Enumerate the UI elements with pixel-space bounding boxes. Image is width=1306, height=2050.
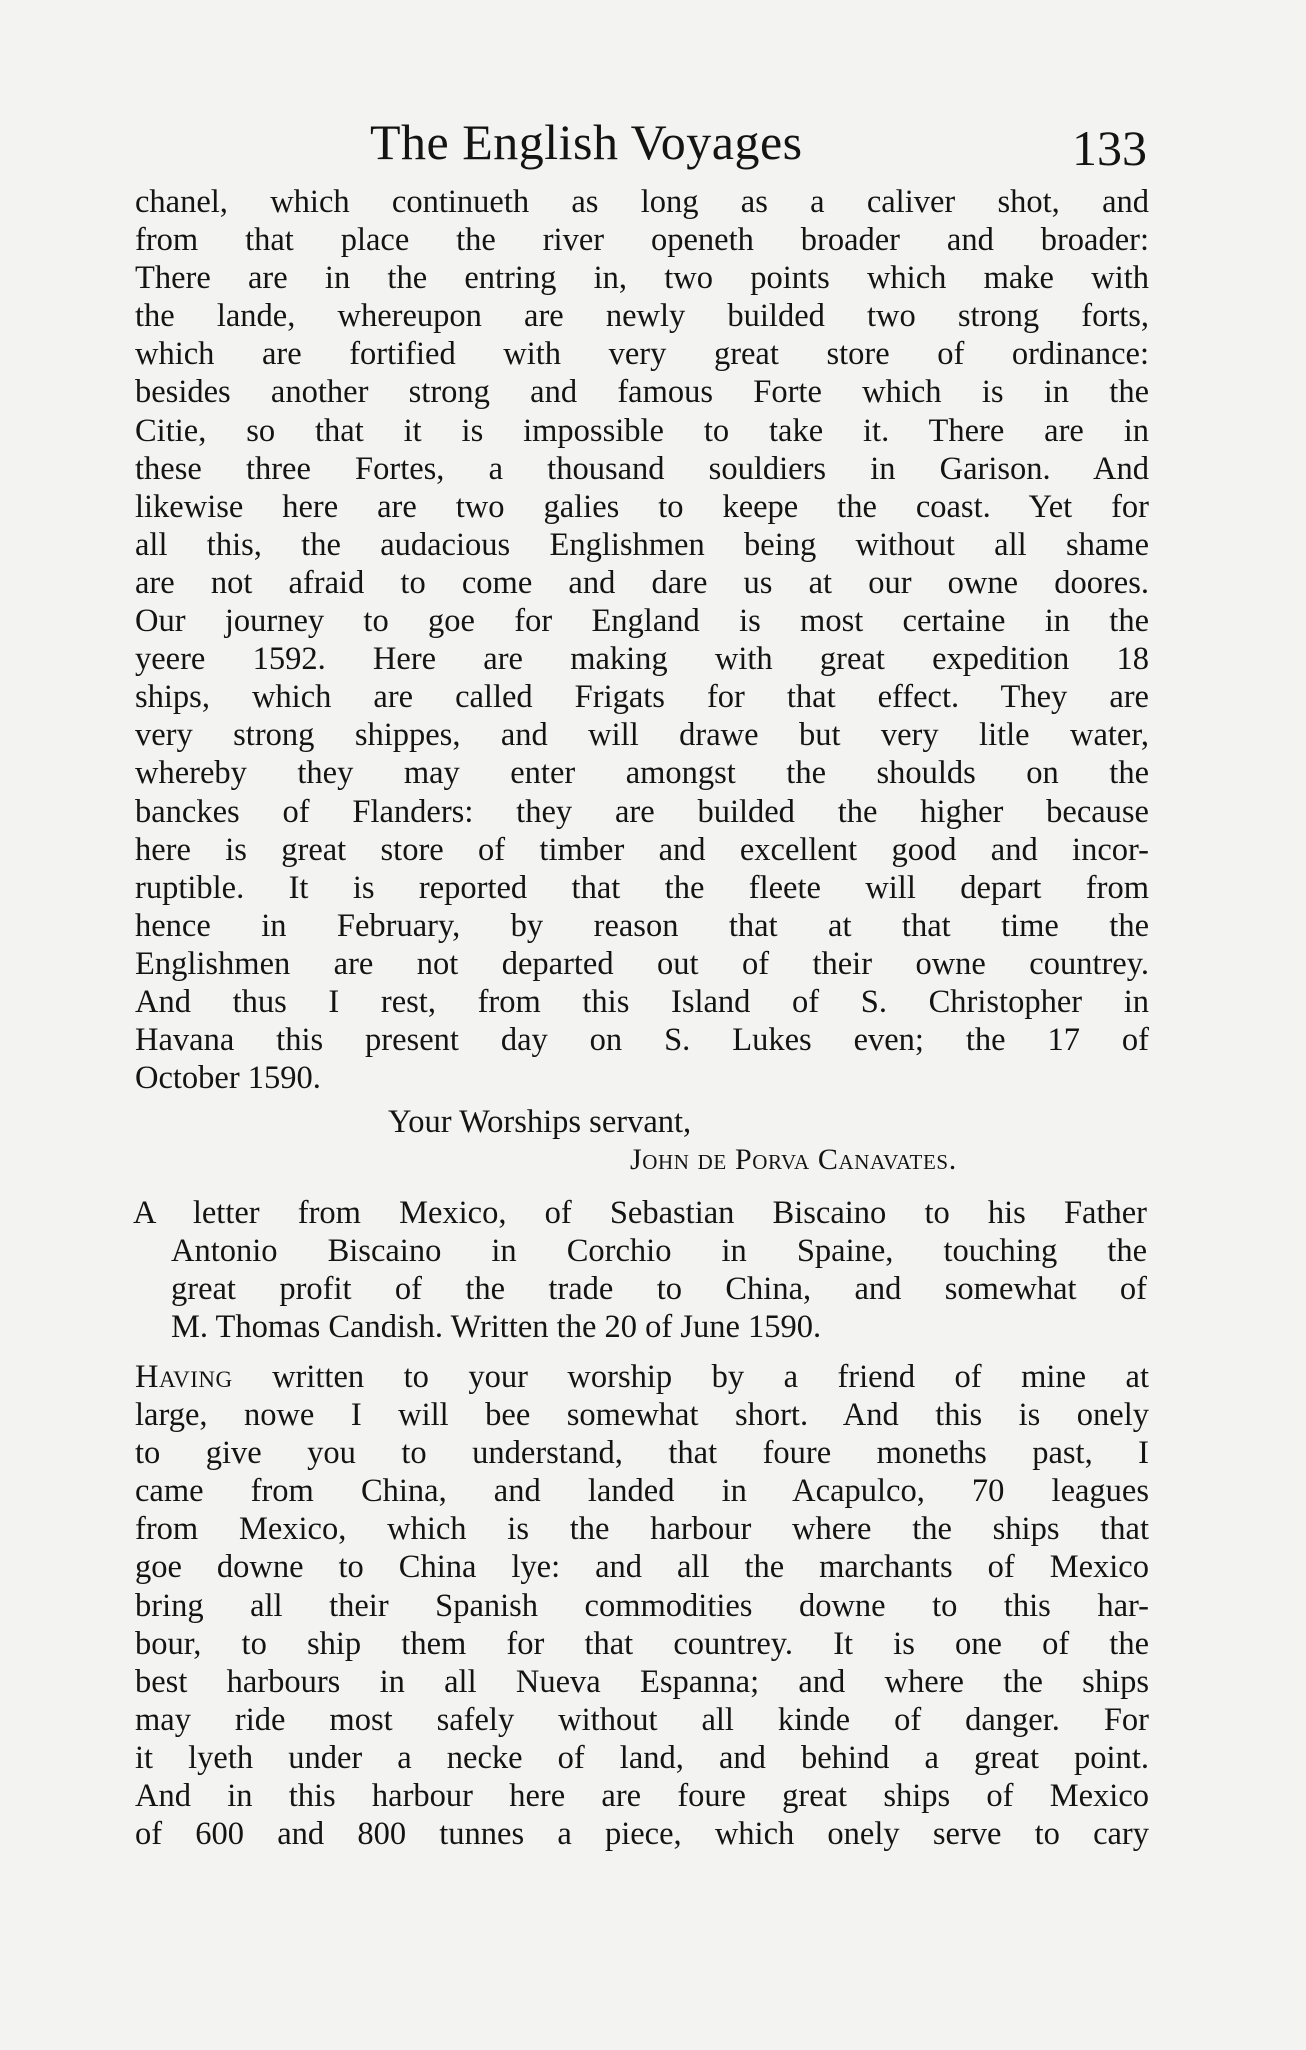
text-line: are not afraid to come and dare us at our owne doores. xyxy=(135,564,1149,601)
first-line-rest: written to your worship by a friend of mine at xyxy=(232,1359,1149,1395)
letter-two-body xyxy=(135,1358,1149,1853)
text-line: hence in February, by reason that at that time the xyxy=(135,907,1149,944)
text-line: all this, the audacious Englishmen being without all shame xyxy=(135,526,1149,563)
page-number: 133 xyxy=(1072,120,1147,176)
letter-closing: Your Worships servant, xyxy=(388,1104,692,1140)
text-line: came from China, and landed in Acapulco, 70 leagues xyxy=(135,1473,1149,1510)
text-line: And thus I rest, from this Island of S. Christopher in xyxy=(135,983,1149,1020)
text-line: likewise here are two galies to keepe the coast. Yet for xyxy=(135,488,1149,525)
text-line: Our journey to goe for England is most certaine in the xyxy=(135,603,1149,640)
heading-line: A letter from Mexico, of Sebastian Biscaino to his Father xyxy=(133,1195,1147,1231)
heading-line: M. Thomas Candish. Written the 20 of June 1590. xyxy=(171,1309,822,1346)
text-line: banckes of Flanders: they are builded the higher because xyxy=(135,793,1149,830)
text-line: to give you to understand, that foure moneths past, I xyxy=(135,1435,1149,1472)
text-line: October 1590. xyxy=(135,1060,321,1097)
text-line: large, nowe I will bee somewhat short. And this is onely xyxy=(135,1397,1149,1434)
text-line: best harbours in all Nueva Espanna; and where the ships xyxy=(135,1663,1149,1700)
text-line: from Mexico, which is the harbour where the ships that xyxy=(135,1511,1149,1548)
text-line: goe downe to China lye: and all the marchants of Mexico xyxy=(135,1549,1149,1586)
text-line: Englishmen are not departed out of their owne countrey. xyxy=(135,945,1149,982)
heading-line: Antonio Biscaino in Corchio in Spaine, touching the xyxy=(171,1233,1147,1270)
letter-signature: John de Porva Canavates. xyxy=(630,1143,957,1176)
text-line: bour, to ship them for that countrey. It is one of the xyxy=(135,1625,1149,1662)
text-line: these three Fortes, a thousand souldiers in Garison. And xyxy=(135,450,1149,487)
text-line: Citie, so that it is impossible to take it. There are in xyxy=(135,412,1149,449)
text-line: may ride most safely without all kinde of danger. For xyxy=(135,1701,1149,1738)
text-line: bring all their Spanish commodities downe to this har- xyxy=(135,1587,1149,1624)
text-line: of 600 and 800 tunnes a piece, which onely serve to cary xyxy=(135,1816,1149,1853)
text-line: ruptible. It is reported that the fleete will depart from xyxy=(135,869,1149,906)
text-line: here is great store of timber and excellent good and incor- xyxy=(135,831,1149,868)
text-line: chanel, which continueth as long as a caliver shot, and xyxy=(135,184,1149,220)
heading-line: great profit of the trade to China, and somewhat of xyxy=(171,1271,1147,1308)
running-title: The English Voyages xyxy=(370,114,803,170)
text-line: which are fortified with very great store of ordinance: xyxy=(135,336,1149,373)
lead-word: Having xyxy=(135,1359,233,1395)
text-line: There are in the entring in, two points which make with xyxy=(135,260,1149,297)
text-line: the lande, whereupon are newly builded two strong forts, xyxy=(135,298,1149,335)
text-line: besides another strong and famous Forte which is in the xyxy=(135,374,1149,411)
text-line: whereby they may enter amongst the shoulds on the xyxy=(135,755,1149,792)
text-line: from that place the river openeth broader and broader: xyxy=(135,222,1149,259)
text-line: ships, which are called Frigats for that effect. They are xyxy=(135,679,1149,716)
text-line: Havana this present day on S. Lukes even; the 17 of xyxy=(135,1022,1149,1059)
text-line: it lyeth under a necke of land, and behind a great point. xyxy=(135,1739,1149,1776)
text-line: yeere 1592. Here are making with great expedition 18 xyxy=(135,641,1149,678)
text-line: And in this harbour here are foure great ships of Mexico xyxy=(135,1778,1149,1815)
letter-two-heading xyxy=(133,1194,1147,1346)
letter-one-body xyxy=(135,183,1149,1097)
text-line: very strong shippes, and will drawe but very litle water, xyxy=(135,717,1149,754)
first-text-line xyxy=(135,1358,1149,1396)
